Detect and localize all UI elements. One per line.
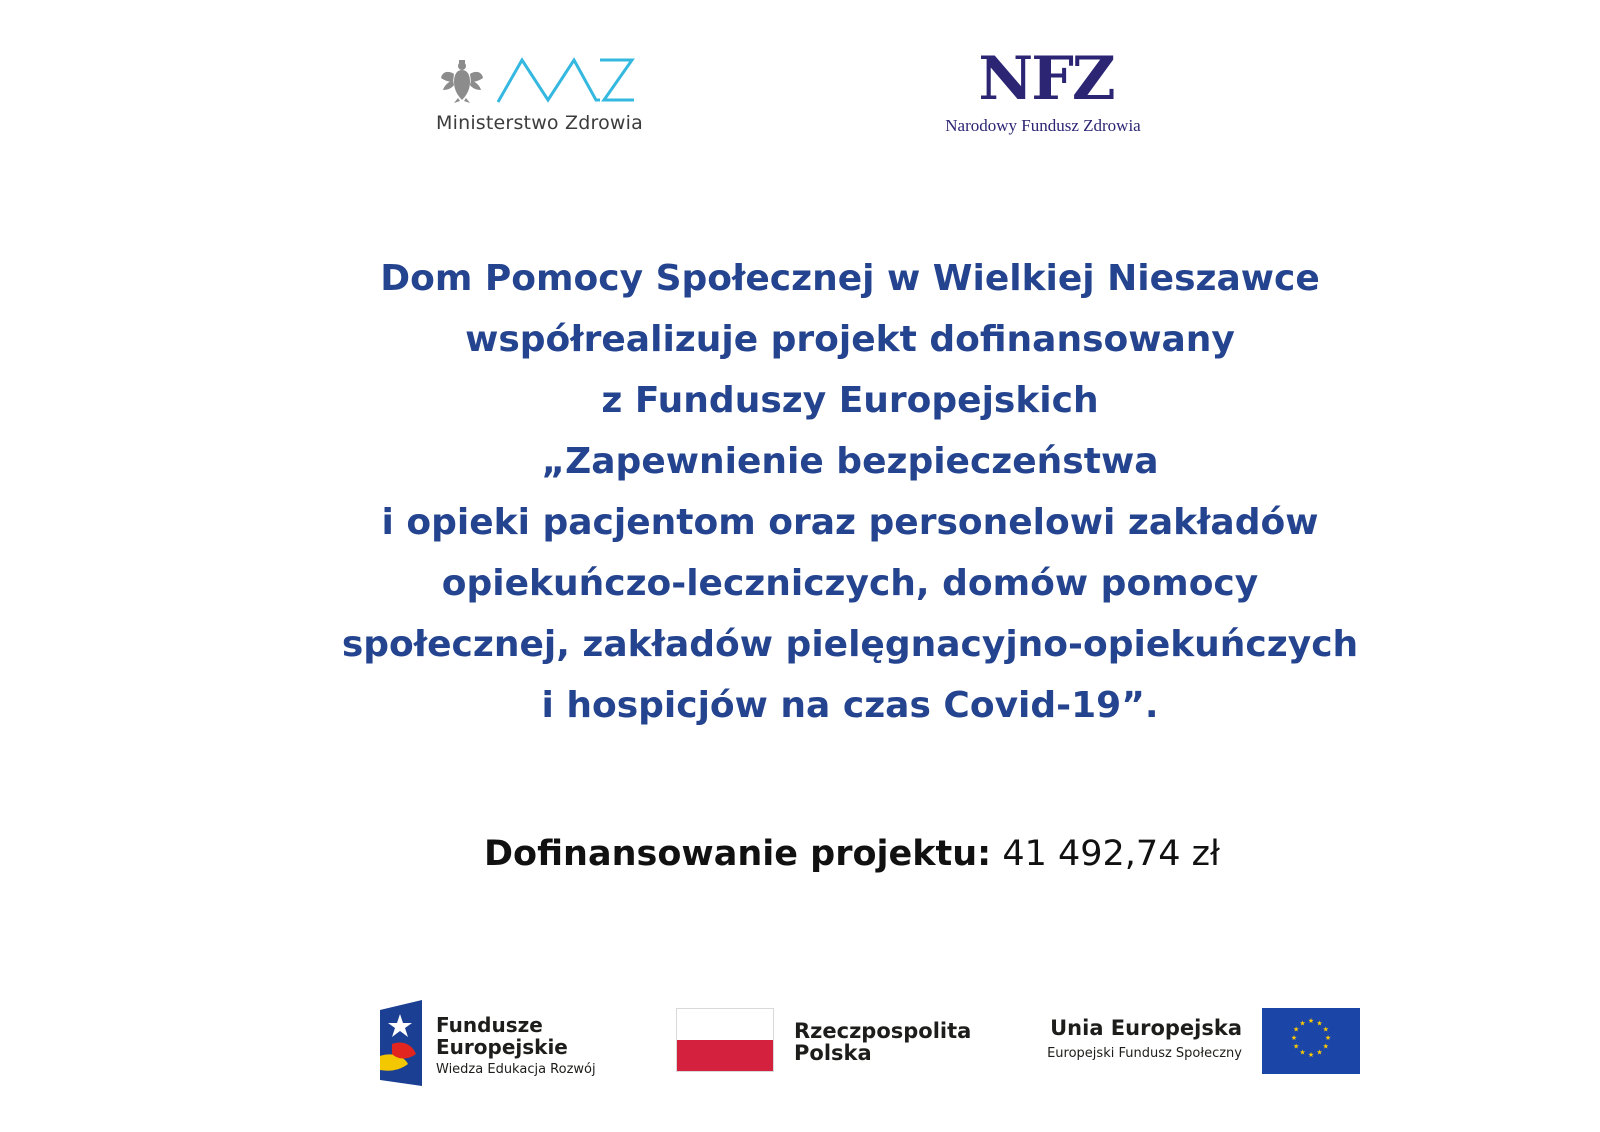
svg-text:★: ★ <box>1299 1048 1306 1057</box>
svg-text:★: ★ <box>1322 1025 1329 1034</box>
announcement-text <box>200 248 1500 736</box>
eu-stars-icon <box>1262 1008 1360 1074</box>
polish-flag-icon <box>676 1008 774 1072</box>
fundusze-europejskie-logo <box>378 1000 618 1090</box>
eu-flag-icon <box>1262 1008 1360 1074</box>
announcement-line: współrealizuje projekt dofinansowany <box>465 319 1235 360</box>
svg-text:★: ★ <box>1307 1017 1315 1025</box>
rzeczpospolita-polska-logo <box>676 1008 972 1078</box>
svg-text:★: ★ <box>1307 1051 1315 1059</box>
funding-amount <box>484 834 1284 874</box>
rp-text: Rzeczpospolita Polska <box>794 1019 972 1065</box>
svg-text:★: ★ <box>1322 1042 1329 1051</box>
svg-text:★: ★ <box>1316 1019 1323 1028</box>
svg-text:★: ★ <box>1293 1025 1300 1034</box>
announcement-line: i hospicjów na czas Covid-19”. <box>541 685 1159 726</box>
svg-text:★: ★ <box>1324 1034 1332 1042</box>
announcement-line: społecznej, zakładów pielęgnacyjno-opiekuńczych <box>341 624 1359 665</box>
svg-text:★: ★ <box>1290 1034 1298 1042</box>
announcement-line: „Zapewnienie bezpieczeństwa <box>541 441 1159 482</box>
ue-title: Unia Europejska <box>1050 1016 1242 1040</box>
mz-mark-icon <box>496 56 636 106</box>
nfz-caption: Narodowy Fundusz Zdrowia <box>945 116 1141 135</box>
nfz-logo <box>928 44 1158 144</box>
announcement-line: i opieki pacjentom oraz personelowi zakładów <box>381 502 1319 543</box>
svg-text:★: ★ <box>1299 1019 1306 1028</box>
svg-text:★: ★ <box>1293 1042 1300 1051</box>
funding-value: 41 492,74 zł <box>1002 834 1220 874</box>
announcement-line: z Funduszy Europejskich <box>601 380 1099 421</box>
fe-subtitle: Wiedza Edukacja Rozwój <box>436 1062 596 1077</box>
ministerstwo-zdrowia-logo <box>436 52 650 142</box>
fundusze-europejskie-icon <box>378 1000 424 1086</box>
fe-title: Fundusze Europejskie <box>436 1013 568 1059</box>
polish-eagle-icon <box>440 58 484 104</box>
ue-subtitle: Europejski Fundusz Społeczny <box>1047 1046 1242 1061</box>
funding-label: Dofinansowanie projektu: <box>484 834 992 874</box>
announcement-line: Dom Pomocy Społecznej w Wielkiej Nieszawce <box>380 258 1320 299</box>
mz-caption: Ministerstwo Zdrowia <box>436 112 643 134</box>
announcement-line: opiekuńczo-leczniczych, domów pomocy <box>441 563 1259 604</box>
unia-europejska-logo <box>1020 1008 1360 1078</box>
nfz-mark: NFZ <box>978 44 1114 114</box>
svg-text:★: ★ <box>1316 1048 1323 1057</box>
